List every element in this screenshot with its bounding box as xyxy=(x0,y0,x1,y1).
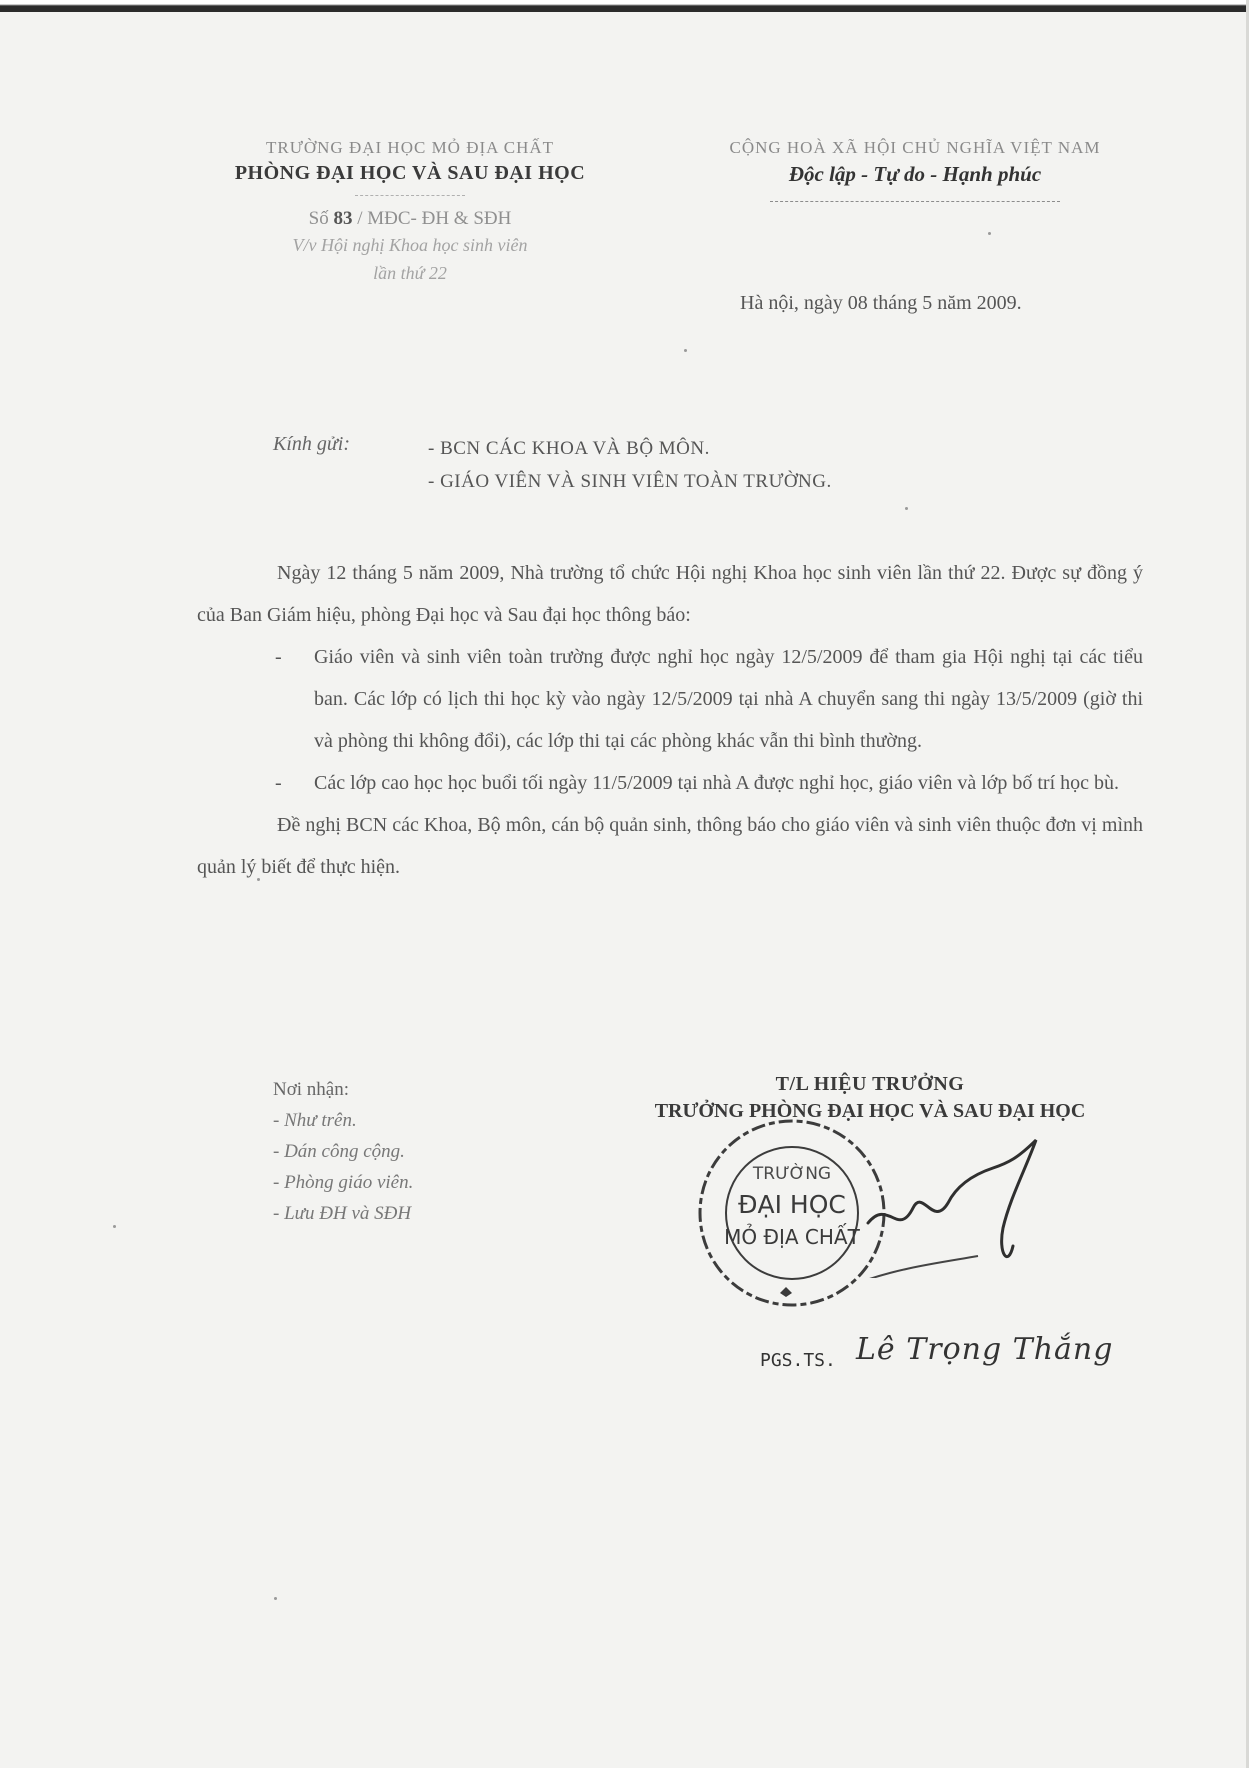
scan-speck xyxy=(905,507,908,510)
subject-line-2: lần thứ 22 xyxy=(373,263,447,283)
scan-speck xyxy=(988,232,991,235)
national-header xyxy=(680,138,1150,202)
stamp-line-2: ĐẠI HỌC xyxy=(738,1190,846,1219)
scan-speck xyxy=(113,1225,116,1228)
distribution-list xyxy=(273,1074,413,1229)
signature-position: TRƯỞNG PHÒNG ĐẠI HỌC VÀ SAU ĐẠI HỌC xyxy=(654,1100,1086,1122)
notice-item-2: Các lớp cao học học buổi tối ngày 11/5/2009 tại nhà A được nghỉ học, giáo viên và lớp bố trí học bù. xyxy=(314,772,1120,794)
header-divider-right xyxy=(770,201,1060,202)
distribution-title: Nơi nhận: xyxy=(273,1079,350,1100)
list-item xyxy=(197,762,1143,804)
document-reference xyxy=(170,208,650,230)
distribution-item: - Dán công cộng. xyxy=(273,1141,405,1162)
signer-title: PGS.TS. xyxy=(760,1350,836,1371)
ref-prefix: Số xyxy=(308,208,329,229)
scan-speck xyxy=(257,878,260,881)
distribution-item: - Như trên. xyxy=(273,1110,357,1131)
intro-paragraph: Ngày 12 tháng 5 năm 2009, Nhà trường tổ chức Hội nghị Khoa học sinh viên lần thứ 22. Được sự đồng ý của Ban Giám hiệu, phòng Đại học và Sau đại học thông báo: xyxy=(197,562,1143,626)
document-date: Hà nội, ngày 08 tháng 5 năm 2009. xyxy=(740,292,1022,314)
national-motto: Độc lập - Tự do - Hạnh phúc xyxy=(788,162,1042,186)
addressee-line-2: - GIÁO VIÊN VÀ SINH VIÊN TOÀN TRƯỜNG. xyxy=(428,471,832,492)
distribution-item: - Phòng giáo viên. xyxy=(273,1172,414,1193)
scan-speck xyxy=(274,1597,277,1600)
ref-number: 83 xyxy=(333,208,353,229)
distribution-item: - Lưu ĐH và SĐH xyxy=(273,1203,412,1224)
addressee-line-1: - BCN CÁC KHOA VÀ BỘ MÔN. xyxy=(428,438,710,459)
subject-line-1: V/v Hội nghị Khoa học sinh viên xyxy=(292,235,528,255)
header-divider-left xyxy=(355,195,465,196)
scan-speck xyxy=(684,349,687,352)
document-body xyxy=(197,552,1143,888)
ref-suffix: / MĐC- ĐH & SĐH xyxy=(357,208,512,229)
notice-list xyxy=(197,636,1143,804)
stamp-line-1: TRƯỜNG xyxy=(752,1164,832,1184)
sender-header xyxy=(170,138,650,286)
signer-name: Lê Trọng Thắng xyxy=(856,1332,1114,1367)
department-name: PHÒNG ĐẠI HỌC VÀ SAU ĐẠI HỌC xyxy=(234,162,586,184)
closing-paragraph: Đề nghị BCN các Khoa, Bộ môn, cán bộ quản sinh, thông báo cho giáo viên và sinh viên thuộc đơn vị mình quản lý biết để thực hiện. xyxy=(197,814,1143,878)
list-item xyxy=(197,636,1143,762)
scan-top-border xyxy=(0,0,1249,12)
bullet-dash: - xyxy=(275,646,282,668)
signature-on-behalf: T/L HIỆU TRƯỞNG xyxy=(775,1073,965,1095)
addressee-label: Kính gửi: xyxy=(273,433,351,455)
addressee-list xyxy=(428,432,832,498)
bullet-dash: - xyxy=(275,772,282,794)
institution-name: TRƯỜNG ĐẠI HỌC MỎ ĐỊA CHẤT xyxy=(265,138,555,157)
country-name: CỘNG HOÀ XÃ HỘI CHỦ NGHĨA VIỆT NAM xyxy=(729,138,1101,157)
handwritten-signature-icon xyxy=(858,1128,1088,1278)
stamp-line-3: MỎ ĐỊA CHẤT xyxy=(724,1225,860,1249)
notice-item-1: Giáo viên và sinh viên toàn trường được nghỉ học ngày 12/5/2009 để tham gia Hội nghị tại các tiểu ban. Các lớp có lịch thi học kỳ vào ngày 12/5/2009 tại nhà A chuyển sang thi ngày 13/5/2009 (giờ thi và phòng thi không đổi), các lớp thi tại các phòng khác vẫn thi bình thường. xyxy=(314,646,1143,752)
